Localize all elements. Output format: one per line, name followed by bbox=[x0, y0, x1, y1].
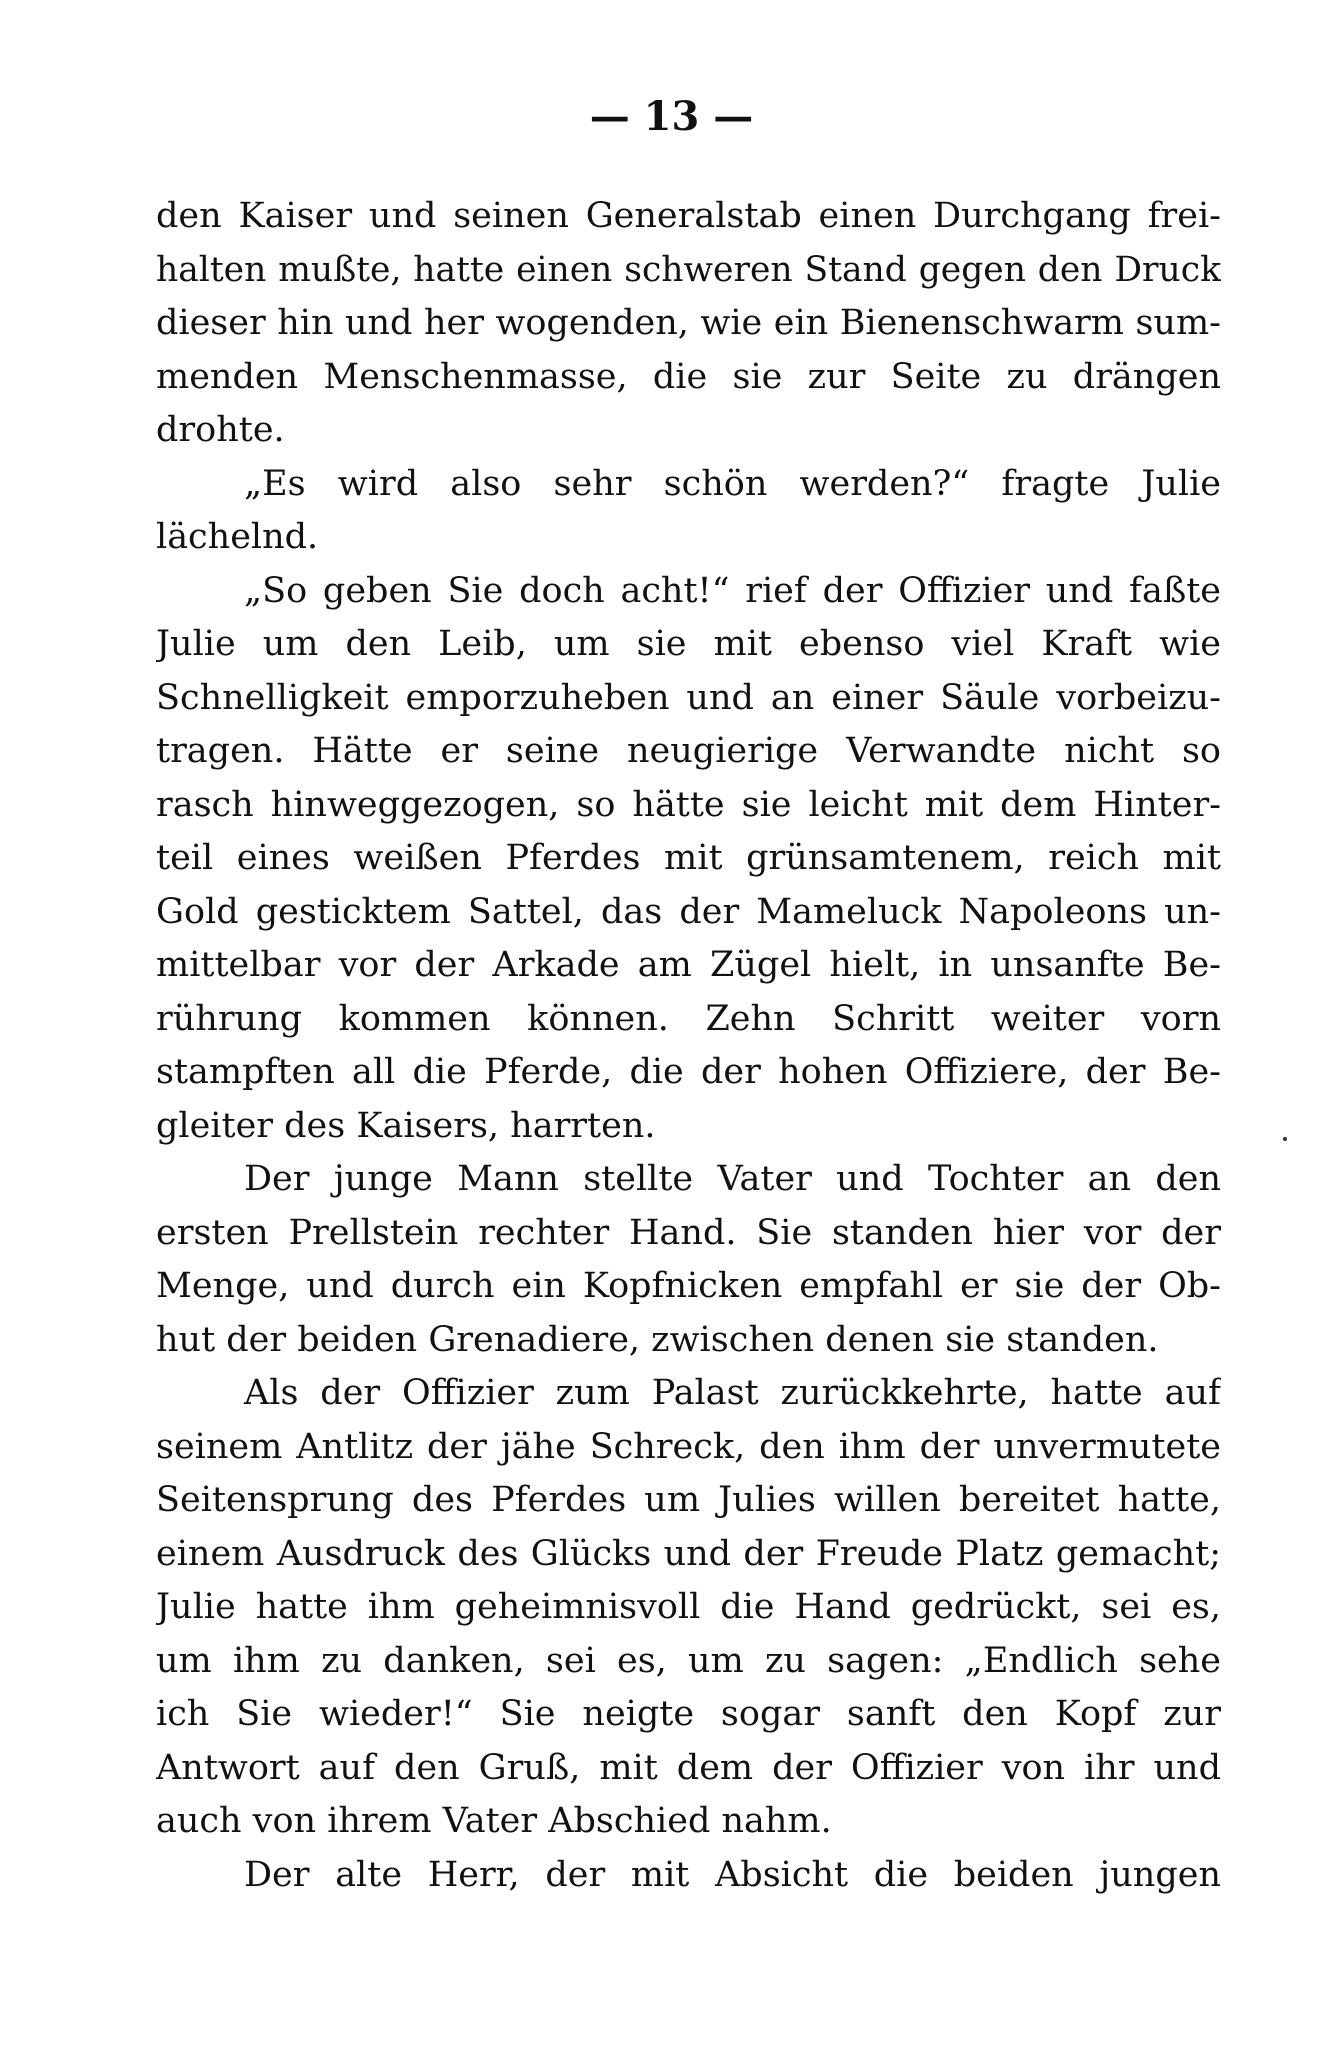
text-line: lächelnd. bbox=[156, 517, 319, 557]
text-line: menden Menschenmasse, die sie zur Seite zu drängen bbox=[156, 356, 1221, 397]
text-line: Julie hatte ihm geheimnisvoll die Hand gedrückt, sei es, bbox=[156, 1587, 1221, 1627]
text-line: drohte. bbox=[156, 410, 285, 450]
paper-speck bbox=[1283, 1137, 1287, 1141]
text-line: Der junge Mann stellte Vater und Tochter an den bbox=[244, 1159, 1221, 1199]
text-line: teil eines weißen Pferdes mit grünsamtenem, reich mit bbox=[156, 838, 1221, 878]
text-line: stampften all die Pferde, die der hohen Offiziere, der Be- bbox=[156, 1052, 1221, 1092]
text-line: seinem Antlitz der jähe Schreck, den ihm der unvermutete bbox=[156, 1426, 1221, 1467]
body-text bbox=[156, 190, 1221, 1902]
text-line: gleiter des Kaisers, harrten. bbox=[156, 1105, 656, 1146]
text-line: tragen. Hätte er seine neugierige Verwandte nicht so bbox=[156, 731, 1221, 771]
text-line: Der alte Herr, der mit Absicht die beiden jungen bbox=[244, 1854, 1221, 1895]
text-line: ersten Prellstein rechter Hand. Sie standen hier vor der bbox=[156, 1212, 1221, 1253]
text-line: Menge, und durch ein Kopfnicken empfahl er sie der Ob- bbox=[156, 1266, 1221, 1306]
text-line: einem Ausdruck des Glücks und der Freude Platz gemacht; bbox=[156, 1533, 1221, 1574]
text-line: mittelbar vor der Arkade am Zügel hielt, in unsanfte Be- bbox=[156, 945, 1221, 985]
text-line: Als der Offizier zum Palast zurückkehrte, hatte auf bbox=[244, 1373, 1221, 1413]
page-number: — 13 — bbox=[589, 93, 754, 140]
text-line: Seitensprung des Pferdes um Julies willen bereitet hatte, bbox=[156, 1480, 1221, 1520]
text-line: rasch hinweggezogen, so hätte sie leicht mit dem Hinter- bbox=[156, 784, 1221, 825]
text-line: rührung kommen können. Zehn Schritt weiter vorn bbox=[156, 998, 1221, 1039]
text-line: den Kaiser und seinen Generalstab einen Durchgang frei- bbox=[156, 196, 1221, 236]
text-line: halten mußte, hatte einen schweren Stand gegen den Druck bbox=[156, 249, 1221, 290]
text-line: dieser hin und her wogenden, wie ein Bienenschwarm sum- bbox=[156, 303, 1221, 343]
text-line: ich Sie wieder!“ Sie neigte sogar sanft den Kopf zur bbox=[156, 1694, 1221, 1734]
text-line: Gold gesticktem Sattel, das der Mameluck Napoleons un- bbox=[156, 891, 1221, 932]
text-line: Julie um den Leib, um sie mit ebenso viel Kraft wie bbox=[156, 624, 1221, 664]
text-line: „So geben Sie doch acht!“ rief der Offizier und faßte bbox=[244, 570, 1221, 611]
text-line: Antwort auf den Gruß, mit dem der Offizier von ihr und bbox=[156, 1747, 1221, 1788]
text-line: „Es wird also sehr schön werden?“ fragte Julie bbox=[244, 463, 1221, 504]
text-line: auch von ihrem Vater Abschied nahm. bbox=[156, 1801, 832, 1841]
text-line: Schnelligkeit emporzuheben und an einer Säule vorbeizu- bbox=[156, 677, 1221, 718]
text-line: hut der beiden Grenadiere, zwischen denen sie standen. bbox=[156, 1319, 1159, 1360]
text-line: um ihm zu danken, sei es, um zu sagen: „Endlich sehe bbox=[156, 1640, 1221, 1681]
